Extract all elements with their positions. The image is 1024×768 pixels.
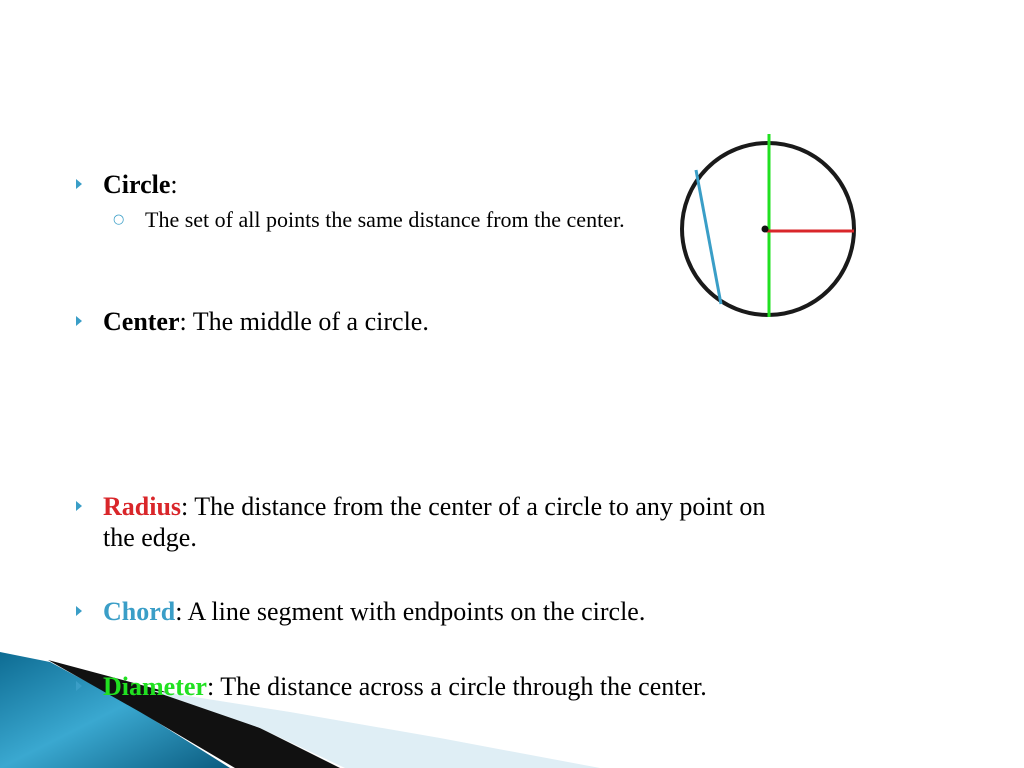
bullet-arrow-icon <box>76 179 82 189</box>
definition-circle-sub: The set of all points the same distance from the center. <box>145 207 625 232</box>
term-circle: Circle <box>103 170 171 199</box>
term-diameter: Diameter <box>103 672 207 701</box>
definition-radius-continued: the edge. <box>103 523 197 552</box>
term-center: Center <box>103 307 180 336</box>
sub-bullet-circle-definition <box>113 205 653 267</box>
circle-diagram <box>672 132 862 324</box>
center-point <box>762 226 769 233</box>
bullet-text <box>103 671 707 702</box>
term-radius: Radius <box>103 492 182 521</box>
bullet-arrow-icon <box>76 606 82 616</box>
definition-center: : The middle of a circle. <box>179 307 429 336</box>
circle-bullet-icon: ○ <box>113 212 125 227</box>
bullet-arrow-icon <box>76 501 82 511</box>
definition-chord: : A line segment with endpoints on the circle. <box>175 597 646 626</box>
bullet-arrow-icon <box>76 316 82 326</box>
definition-diameter: : The distance across a circle through the center. <box>206 672 707 701</box>
bullet-text <box>103 169 178 200</box>
term-chord: Chord <box>103 597 176 626</box>
definition-radius: : The distance from the center of a circle to any point on <box>181 492 766 521</box>
definition-circle: : <box>170 170 178 199</box>
bullet-arrow-icon <box>76 681 82 691</box>
bullet-text <box>103 491 765 553</box>
bullet-text <box>103 306 429 337</box>
bullet-text <box>103 596 645 627</box>
